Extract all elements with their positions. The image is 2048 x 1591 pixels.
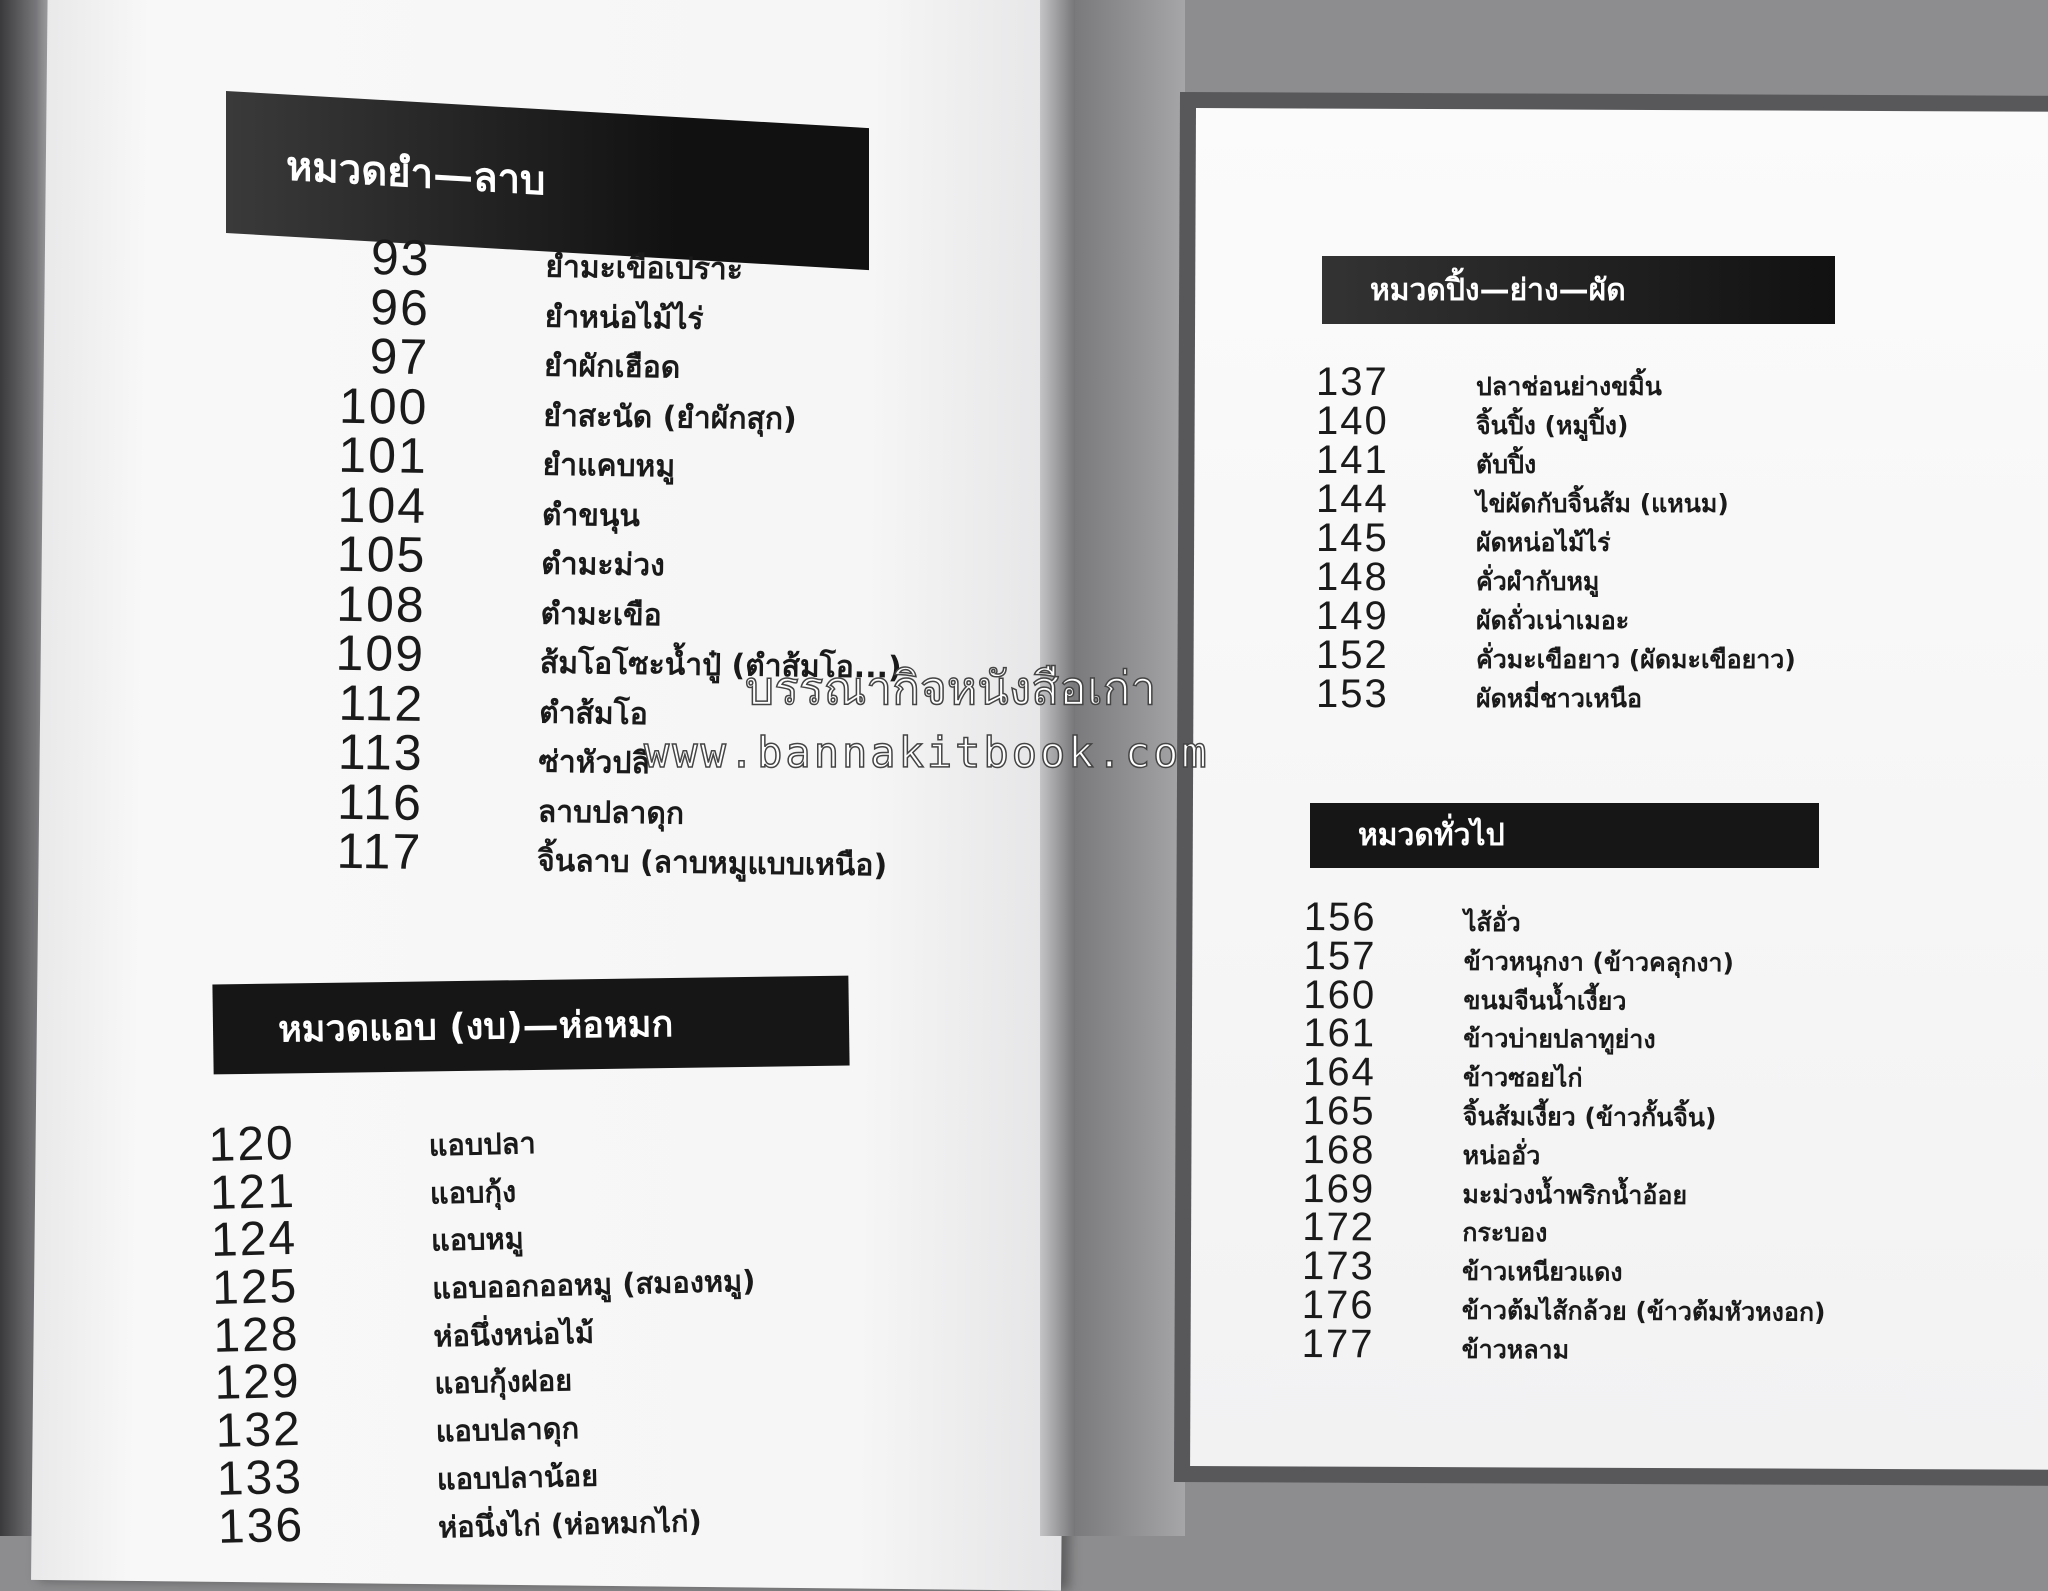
- page-number: 176: [1301, 1282, 1375, 1328]
- page-number: 128: [212, 1307, 301, 1363]
- page-number: 164: [1302, 1050, 1376, 1095]
- page-number: 105: [336, 525, 427, 583]
- page-number: 149: [1316, 594, 1389, 638]
- page-number: 168: [1302, 1127, 1376, 1173]
- recipe-name: ผัดถั่วเน่าเมอะ: [1476, 606, 1630, 635]
- recipe-name: ตำส้มโอ: [538, 695, 649, 732]
- page-number: 109: [335, 624, 426, 682]
- recipe-name: ห่อนึ่งไก่ (ห่อหมกไก่): [437, 1503, 703, 1544]
- toc-list-aeb-hormok: [208, 1105, 762, 1554]
- page-number: 145: [1316, 516, 1389, 560]
- recipe-name: ข้าวหลาม: [1461, 1334, 1570, 1365]
- recipe-name: ส้มโอโซะน้ำปู๋ (ตำส้มโอ...): [539, 645, 902, 686]
- recipe-name: ปลาช่อนย่างขมิ้น: [1476, 372, 1662, 401]
- recipe-name: ผัดหมี่ชาวเหนือ: [1476, 684, 1643, 713]
- recipe-name: หน่ออั่ว: [1462, 1140, 1541, 1171]
- section-title: หมวดปิ้ง—ย่าง—ผัด: [1370, 272, 1626, 308]
- recipe-name: แอบกุ้งฝอย: [434, 1363, 573, 1401]
- page-number: 112: [338, 674, 425, 732]
- section-title: หมวดทั่วไป: [1358, 818, 1505, 853]
- page-number: 97: [369, 328, 430, 385]
- page-number: 173: [1301, 1244, 1375, 1289]
- toc-entry: [1303, 895, 1828, 940]
- recipe-name: ผัดหน่อไม้ไร่: [1476, 528, 1611, 557]
- section-header-ping-yang-pad: [1322, 256, 1835, 324]
- page-number: 152: [1316, 633, 1389, 677]
- page-number: 100: [338, 377, 429, 435]
- recipe-name: ไข่ผัดกับจิ้นส้ม (แหนม): [1476, 489, 1729, 518]
- recipe-name: ข้าวซอยไก่: [1462, 1063, 1583, 1093]
- toc-entry: [1303, 933, 1828, 979]
- recipe-name: มะม่วงน้ำพริกน้ำอ้อย: [1462, 1179, 1688, 1210]
- recipe-name: แอบปลาน้อย: [436, 1458, 599, 1497]
- page-number: 121: [209, 1164, 297, 1220]
- recipe-name: ข้าวเหนียวแดง: [1461, 1257, 1623, 1287]
- section-header-aeb-hormok: [212, 976, 849, 1075]
- recipe-name: ลาบปลาดุก: [537, 794, 685, 832]
- recipe-name: ตำมะม่วง: [541, 546, 666, 584]
- recipe-name: ยำสะนัด (ยำผักสุก): [543, 398, 797, 437]
- watermark-url: www.bannakitbook.com: [644, 728, 1210, 777]
- recipe-name: ตับปิ้ง: [1476, 450, 1537, 479]
- recipe-name: ซ่าหัวปลี: [538, 744, 651, 782]
- page-number: 137: [1316, 360, 1389, 404]
- recipe-name: แอบออกออหมู (สมองหมู): [431, 1263, 756, 1306]
- toc-list-ping-yang-pad: [1316, 360, 1796, 716]
- page-number: 93: [370, 229, 431, 286]
- section-title: หมวดยำ—ลาบ: [286, 143, 546, 205]
- page-number: 120: [208, 1116, 296, 1172]
- page-number: 132: [215, 1402, 303, 1459]
- toc-entry: [1316, 360, 1796, 404]
- recipe-name: ขนมจีนน้ำเงี้ยว: [1463, 985, 1627, 1016]
- recipe-name: ข้าวต้มไส้กล้วย (ข้าวต้มหัวหงอก): [1461, 1295, 1826, 1327]
- toc-list-yam-larb: [207, 226, 908, 884]
- page-number: 96: [369, 278, 431, 336]
- toc-entry: [1316, 477, 1796, 521]
- page-number: 156: [1303, 895, 1377, 940]
- recipe-name: แอบหมู: [430, 1221, 525, 1258]
- recipe-name: กระบอง: [1462, 1218, 1548, 1248]
- page-number: 104: [337, 476, 428, 534]
- page-number: 101: [337, 426, 429, 484]
- recipe-name: ยำหน่อไม้ไร่: [544, 299, 704, 337]
- recipe-name: แอบปลาดุก: [435, 1411, 580, 1449]
- watermark-shop-name: บรรณากิจหนังสือเก่า: [745, 661, 1157, 715]
- page-number: 133: [216, 1450, 304, 1506]
- toc-list-general: [1301, 895, 1828, 1367]
- section-header-general: [1310, 803, 1819, 868]
- page-number: 141: [1316, 438, 1389, 482]
- page-number: 113: [337, 723, 425, 781]
- page-number: 116: [336, 773, 424, 831]
- page-number: 172: [1302, 1205, 1376, 1250]
- recipe-name: ตำมะเขือ: [540, 596, 662, 633]
- toc-entry: [1302, 1167, 1826, 1209]
- page-number: 136: [217, 1498, 305, 1554]
- page-number: 144: [1316, 477, 1389, 521]
- recipe-name: จิ้นส้มเงี้ยว (ข้าวกั้นจิ้น): [1462, 1101, 1717, 1133]
- page-number: 129: [213, 1355, 302, 1411]
- recipe-name: ห่อนึ่งหน่อไม้: [432, 1315, 595, 1354]
- page-number: 165: [1302, 1088, 1376, 1134]
- recipe-name: คั่วมะเขือยาว (ผัดมะเขือยาว): [1476, 645, 1796, 674]
- recipe-name: ตำขนุน: [541, 497, 641, 534]
- page-number: 169: [1302, 1166, 1376, 1211]
- page-number: 148: [1316, 555, 1389, 599]
- recipe-name: คั่วผำกับหมู: [1476, 567, 1600, 596]
- page-number: 124: [210, 1212, 298, 1268]
- page-number: 157: [1303, 933, 1377, 979]
- recipe-name: จิ้นลาบ (ลาบหมูแบบเหนือ): [536, 843, 888, 884]
- page-number: 161: [1303, 1011, 1377, 1056]
- recipe-name: ยำผักเฮือด: [543, 348, 681, 386]
- recipe-name: แอบปลา: [428, 1126, 537, 1163]
- recipe-name: ไส้อั่ว: [1463, 907, 1521, 938]
- recipe-name: ยำแคบหมู: [542, 447, 676, 485]
- page-number: 108: [335, 575, 427, 633]
- page-number: 140: [1316, 399, 1389, 443]
- recipe-name: แอบกุ้ง: [429, 1174, 517, 1211]
- page-number: 160: [1303, 972, 1377, 1017]
- page-number: 125: [211, 1259, 299, 1316]
- recipe-name: ข้าวหนุกงา (ข้าวคลุกงา): [1463, 946, 1734, 978]
- recipe-name: ข้าวบ่ายปลาทูย่าง: [1463, 1024, 1656, 1055]
- page-number: 117: [336, 822, 423, 880]
- recipe-name: จิ้นปิ้ง (หมูปิ้ง): [1476, 411, 1629, 440]
- recipe-name: ยำมะเขือเปราะ: [545, 249, 744, 288]
- page-number: 153: [1316, 672, 1389, 716]
- toc-entry: [1301, 1244, 1826, 1289]
- section-title: หมวดแอบ (งบ)—ห่อหมก: [277, 1003, 674, 1051]
- page-number: 177: [1301, 1321, 1375, 1367]
